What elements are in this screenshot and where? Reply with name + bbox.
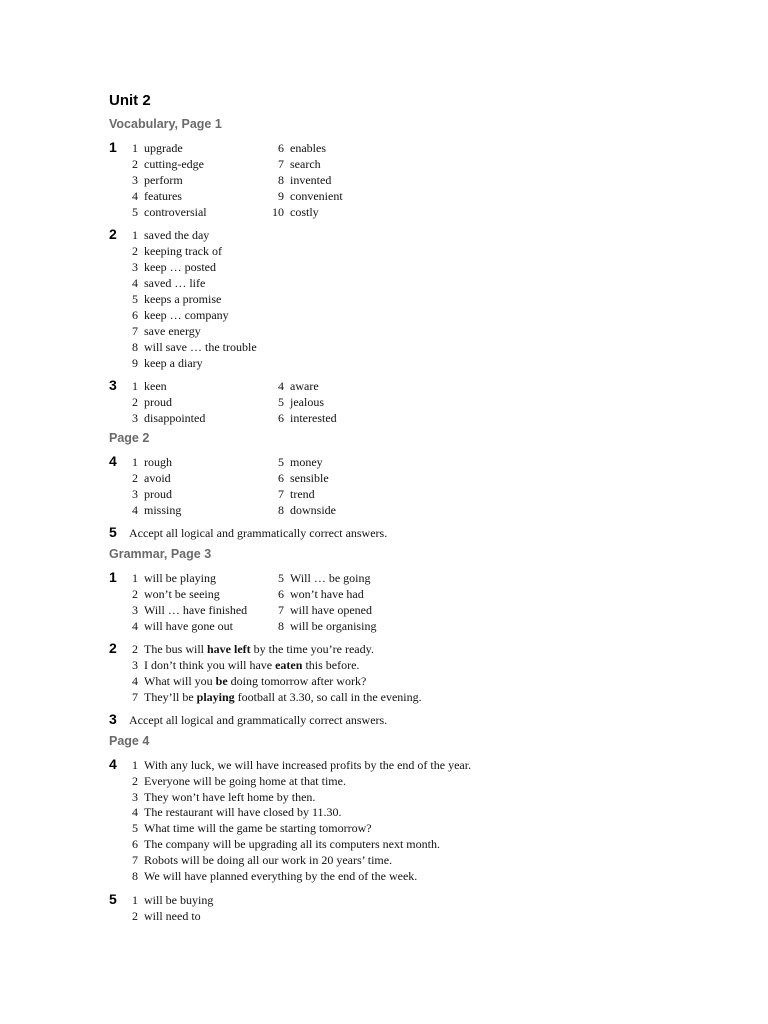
item-number: 4 [132, 189, 138, 203]
item-number: 2 [132, 587, 138, 601]
item-text [144, 657, 359, 673]
item-number: 1 [132, 893, 138, 907]
item-number: 1 [132, 571, 138, 585]
item-text: Everyone will be going home at that time. [144, 773, 346, 788]
item-number: 5 [132, 292, 138, 306]
item-text: will be organising [290, 619, 377, 633]
heading-page-4: Page 4 [109, 734, 150, 748]
item-number: 8 [132, 340, 138, 354]
exercise-number: 2 [109, 640, 117, 656]
heading-page-2: Page 2 [109, 431, 150, 445]
item-number: 8 [278, 503, 284, 517]
item-text: proud [144, 487, 172, 501]
item-answer-bold: have left [207, 642, 251, 656]
item-number: 4 [132, 276, 138, 290]
item-number: 3 [132, 173, 138, 187]
item-number: 3 [132, 603, 138, 617]
item-text: won’t be seeing [144, 587, 220, 601]
item-text: disappointed [144, 411, 206, 425]
item-number: 6 [132, 837, 138, 851]
item-text-part: this before. [302, 658, 360, 672]
item-number: 2 [132, 157, 138, 171]
exercise-number: 3 [109, 711, 117, 727]
item-text: sensible [290, 471, 329, 485]
item-text [144, 673, 366, 689]
item-number: 1 [132, 228, 138, 242]
item-number: 8 [132, 868, 138, 883]
item-number: 4 [132, 619, 138, 633]
item-number: 6 [132, 308, 138, 322]
item-text: enables [290, 141, 326, 155]
item-number: 6 [278, 141, 284, 155]
item-text: keep … posted [144, 260, 216, 274]
item-text: will be playing [144, 571, 216, 585]
item-number: 4 [132, 503, 138, 517]
item-text: keep a diary [144, 356, 203, 370]
item-text: costly [290, 205, 319, 219]
item-text: convenient [290, 189, 343, 203]
exercise-number: 1 [109, 139, 117, 155]
item-text: will have opened [290, 603, 372, 617]
item-text: search [290, 157, 321, 171]
item-text: The company will be upgrading all its computers next month. [144, 837, 440, 851]
answer-text: Accept all logical and grammatically correct answers. [129, 526, 388, 540]
item-number: 7 [278, 157, 284, 171]
item-number: 4 [132, 805, 138, 820]
item-text: save energy [144, 324, 201, 338]
item-number: 4 [132, 674, 138, 688]
item-text: won’t have had [290, 587, 364, 601]
item-text: will need to [144, 909, 201, 923]
item-text: The restaurant will have closed by 11.30. [144, 805, 342, 820]
item-text: rough [144, 455, 172, 469]
item-number: 2 [132, 244, 138, 258]
item-number: 3 [132, 487, 138, 501]
item-text-part: by the time you’re ready. [250, 642, 374, 656]
item-text: trend [290, 487, 315, 501]
item-number: 3 [132, 260, 138, 274]
item-number: 2 [132, 471, 138, 485]
item-text: jealous [290, 395, 324, 409]
item-text-part: doing tomorrow after work? [227, 674, 367, 688]
item-number: 7 [278, 603, 284, 617]
item-text: They won’t have left home by then. [144, 789, 316, 804]
item-text: aware [290, 379, 319, 393]
item-number: 3 [132, 789, 138, 804]
item-text: upgrade [144, 141, 183, 155]
item-number: 3 [132, 658, 138, 672]
item-number: 6 [278, 411, 284, 425]
item-text: Robots will be doing all our work in 20 years’ time. [144, 852, 393, 867]
item-number: 1 [132, 758, 138, 772]
item-answer-bold: playing [196, 690, 235, 704]
item-text-part: They’ll be [144, 690, 197, 704]
item-text: keeps a promise [144, 292, 222, 306]
item-text: will save … the trouble [144, 340, 257, 354]
item-text: interested [290, 411, 337, 425]
exercise-number: 5 [109, 891, 117, 907]
item-number: 2 [132, 909, 138, 923]
item-text: cutting-edge [144, 157, 204, 171]
exercise-number: 5 [109, 524, 117, 540]
item-text: features [144, 189, 182, 203]
item-text: money [290, 455, 323, 469]
heading-vocabulary-page-1: Vocabulary, Page 1 [109, 117, 222, 131]
item-number: 4 [278, 379, 284, 393]
item-text: keeping track of [144, 244, 222, 258]
item-text: downside [290, 503, 336, 517]
item-number: 7 [278, 487, 284, 501]
item-number: 9 [278, 189, 284, 203]
item-number: 5 [278, 395, 284, 409]
item-answer-bold: eaten [275, 658, 303, 672]
exercise-number: 4 [109, 453, 117, 469]
item-text-part: I don’t think you will have [144, 658, 276, 672]
item-number: 8 [278, 619, 284, 633]
item-text: Will … have finished [144, 603, 248, 617]
exercise-number: 4 [109, 756, 117, 772]
item-number: 6 [278, 471, 284, 485]
item-number: 5 [278, 455, 284, 469]
item-number: 8 [278, 173, 284, 187]
item-text: missing [144, 503, 182, 517]
item-text: keep … company [144, 308, 229, 322]
item-number: 2 [132, 395, 138, 409]
item-text: Will … be going [290, 571, 371, 585]
item-text [144, 689, 422, 705]
item-text: avoid [144, 471, 171, 485]
item-text: controversial [144, 205, 207, 219]
item-text-part: The bus will [144, 642, 207, 656]
exercise-number: 2 [109, 226, 117, 242]
item-number: 5 [132, 205, 138, 219]
item-number: 6 [278, 587, 284, 601]
exercise-number: 1 [109, 569, 117, 585]
item-text: What time will the game be starting tomorrow? [144, 821, 372, 836]
answer-text: Accept all logical and grammatically correct answers. [129, 713, 388, 727]
heading-grammar-page-3: Grammar, Page 3 [109, 547, 212, 561]
item-number: 10 [272, 205, 284, 219]
item-number: 1 [132, 141, 138, 155]
item-text [144, 641, 374, 657]
exercise-number: 3 [109, 377, 117, 393]
item-text: With any luck, we will have increased profits by the end of the year. [144, 758, 472, 772]
item-number: 9 [132, 356, 138, 370]
item-number: 5 [278, 571, 284, 585]
item-text: will have gone out [144, 619, 233, 633]
item-number: 3 [132, 411, 138, 425]
item-text: We will have planned everything by the end of the week. [144, 868, 418, 883]
item-number: 2 [132, 642, 138, 656]
item-text-part: What will you [144, 674, 216, 688]
item-number: 7 [132, 852, 138, 867]
item-text: saved … life [144, 276, 206, 290]
item-number: 1 [132, 455, 138, 469]
item-number: 7 [132, 324, 138, 338]
item-number: 5 [132, 821, 138, 836]
item-text: will be buying [144, 893, 214, 907]
item-text: invented [290, 173, 332, 187]
item-answer-bold: be [215, 674, 228, 688]
item-number: 1 [132, 379, 138, 393]
item-number: 2 [132, 773, 138, 788]
item-number: 7 [132, 690, 138, 704]
item-text-part: football at 3.30, so call in the evening. [234, 690, 422, 704]
item-text: keen [144, 379, 167, 393]
item-text: perform [144, 173, 183, 187]
item-text: proud [144, 395, 172, 409]
unit-title: Unit 2 [109, 92, 151, 109]
item-text: saved the day [144, 228, 210, 242]
